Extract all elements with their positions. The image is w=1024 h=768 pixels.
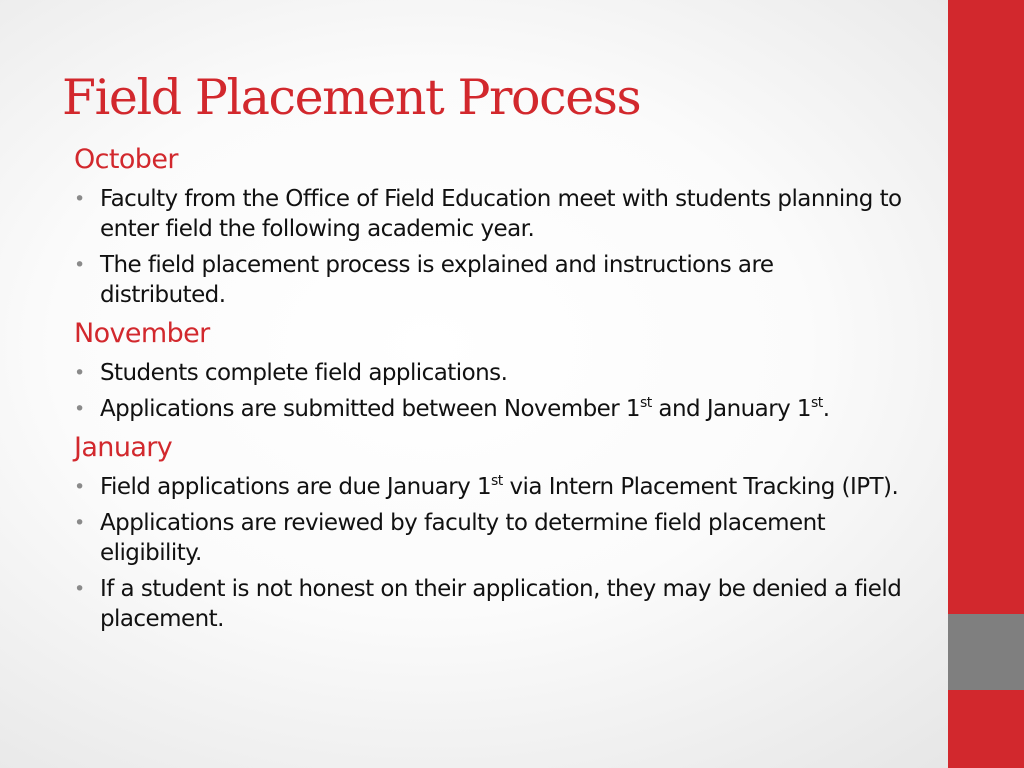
list-item [74,574,904,634]
item-text: The field placement process is explained and instructions are distributed. [100,252,774,308]
item-text-part: Field applications are due January 1 [100,474,492,500]
list-item [74,508,904,568]
ordinal-suffix: st [639,395,652,411]
bullet-icon: • [74,188,85,210]
january-list [74,472,904,634]
item-text-part: via Intern Placement Tracking (IPT). [502,474,899,500]
section-heading-november: November [74,318,210,349]
bullet-icon: • [74,362,85,384]
slide-title: Field Placement Process [62,69,641,126]
item-text: Applications are reviewed by faculty to determine field placement eligibility. [100,510,826,566]
item-text-part: Applications are submitted between November 1 [100,396,640,422]
list-item [74,184,904,244]
item-text: Faculty from the Office of Field Education meet with students planning to enter field the following academic year. [100,186,902,242]
bullet-icon: • [74,578,85,600]
accent-band-gray [948,614,1024,690]
section-heading-january: January [74,432,173,463]
section-heading-october: October [74,144,178,175]
list-item [74,394,904,424]
bullet-icon: • [74,254,85,276]
october-list [74,184,904,310]
list-item [74,250,904,310]
list-item [74,358,904,388]
ordinal-suffix: st [491,473,503,489]
ordinal-suffix: st [811,395,823,411]
bullet-icon: • [74,398,85,420]
list-item [74,472,904,502]
item-text: If a student is not honest on their application, they may be denied a field placement. [100,576,902,632]
november-list [74,358,904,424]
item-text-part: . [822,396,830,422]
accent-band-red-top [948,0,1024,614]
slide-content [74,142,904,634]
item-text: Students complete field applications. [100,360,508,386]
bullet-icon: • [74,476,85,498]
bullet-icon: • [74,512,85,534]
accent-band-red-bottom [948,690,1024,768]
item-text-part: and January 1 [651,396,812,422]
